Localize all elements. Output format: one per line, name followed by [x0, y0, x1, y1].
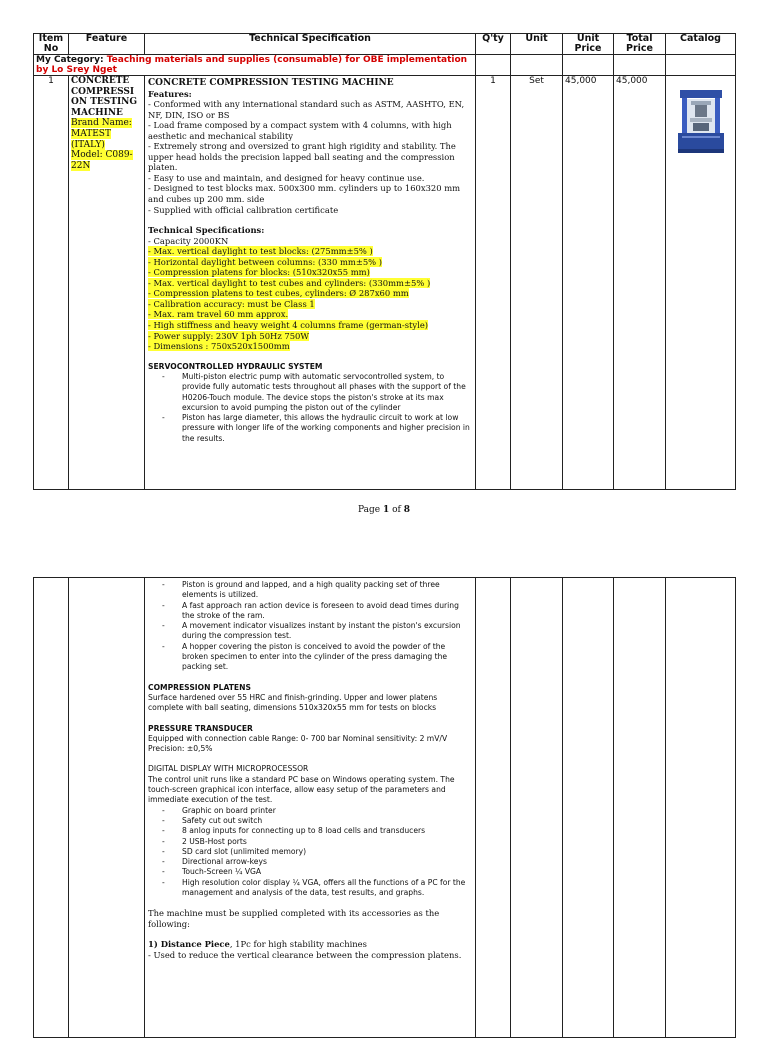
category-cell — [34, 55, 476, 76]
feature-line: - Conformed with any international standard such as ASTM, AASHTO, EN, NF, DIN, ISO or BS — [148, 99, 465, 120]
category-row — [34, 55, 736, 76]
tech-spec-line: - Compression platens for blocks: (510x320x55 mm) — [148, 267, 370, 278]
list-item: - Safety cut out switch — [182, 816, 472, 826]
feature-name: CONCRETE COMPRESSI ON TESTING MACHINE — [71, 76, 138, 118]
list-item: - Graphic on board printer — [182, 806, 472, 816]
capacity-line: - Capacity 2000KN — [148, 235, 229, 246]
list-item: - A movement indicator visualizes instant by instant the piston's excursion during the compression test. — [182, 621, 472, 642]
list-item: - Piston has large diameter, this allows the hydraulic circuit to work at low pressure with longer life of the working components and higher precision in the results. — [182, 413, 472, 444]
page-current: 1 — [382, 505, 390, 515]
display-heading: DIGITAL DISPLAY WITH MICROPROCESSOR — [148, 764, 309, 774]
header-feature: Feature — [69, 34, 145, 55]
item-unit: Set — [511, 76, 563, 490]
header-unit: Unit — [511, 34, 563, 55]
list-item: - A fast approach ran action device is foreseen to avoid dead times during the stroke of the ram. — [182, 601, 472, 622]
servo-list — [148, 372, 472, 444]
tech-spec-line: - Max. vertical daylight to test blocks: (275mm±5% ) — [148, 246, 373, 257]
list-item: - Piston is ground and lapped, and a high quality packing set of three elements is utilized. — [182, 580, 472, 601]
servo-list-continued — [148, 580, 472, 673]
technical-specification-cell-continued — [145, 578, 476, 1038]
page-total: 8 — [403, 505, 410, 515]
item-total-price: 45,000 — [614, 76, 666, 490]
item-unit-price: 45,000 — [563, 76, 614, 490]
list-item: - Touch-Screen ¼ VGA — [182, 867, 472, 877]
model-name: Model: C089-22N — [71, 150, 133, 171]
category-value: Teaching materials and supplies (consumable) for OBE implementation by Lo Srey Nget — [36, 55, 468, 75]
item-qty: 1 — [476, 76, 511, 490]
category-label: My Category: — [36, 55, 107, 65]
platens-heading: COMPRESSION PLATENS — [148, 682, 251, 692]
display-features-list — [148, 806, 472, 899]
accessories-text: The machine must be supplied completed with its accessories as the following: — [148, 908, 440, 929]
brand-name: Brand Name: MATEST (ITALY) — [71, 118, 132, 150]
tech-spec-line: - Dimensions : 750x520x1500mm — [148, 341, 290, 352]
page-label: Page — [358, 505, 383, 515]
feature-line: - Extremely strong and oversized to grant high rigidity and stability. The upper head holds the precision lapped ball seating and the compression platen. — [148, 141, 456, 173]
header-qty: Q'ty — [476, 34, 511, 55]
header-technical-specification: Technical Specification — [145, 34, 476, 55]
platens-text: Surface hardened over 55 HRC and finish-grinding. Upper and lower platens complete with ball seating, dimensions 510x320x55 mm for tests on blocks — [148, 692, 438, 713]
display-text: The control unit runs like a standard PC base on Windows operating system. The touch-screen graphical icon interface, allow easy setup of the parameters and immediate execution of the test. — [148, 774, 455, 805]
tech-spec-line: - Horizontal daylight between columns: (330 mm±5% ) — [148, 256, 383, 267]
tech-spec-line: - Power supply: 230V 1ph 50Hz 750W — [148, 330, 309, 341]
tech-spec-line: - High stiffness and heavy weight 4 columns frame (german-style) — [148, 320, 429, 331]
list-item: - A hopper covering the piston is conceived to avoid the powder of the broken specimen to enter into the cylinder of the press damaging the packing set. — [182, 642, 472, 673]
servo-heading: SERVOCONTROLLED HYDRAULIC SYSTEM — [148, 361, 323, 371]
feature-line: - Designed to test blocks max. 500x300 mm. cylinders up to 160x320 mm and cubes up 200 mm. side — [148, 183, 461, 205]
page-of: of — [389, 505, 404, 515]
header-total-price: Total Price — [614, 34, 666, 55]
tech-spec-line: - Compression platens to test cubes, cylinders: Ø 287x60 mm — [148, 288, 409, 299]
list-item: - 8 anlog inputs for connecting up to 8 load cells and transducers — [182, 826, 472, 836]
feature-line: - Supplied with official calibration certificate — [148, 204, 339, 215]
header-catalog: Catalog — [666, 34, 736, 55]
spec-table-page-2 — [33, 577, 736, 1038]
list-item: - High resolution color display ¼ VGA, offers all the functions of a PC for the management and analysis of the data, test results, and graphs. — [182, 878, 472, 899]
header-item-no: Item No — [34, 34, 69, 55]
tech-spec-line: - Max. ram travel 60 mm approx. — [148, 309, 289, 320]
transducer-heading: PRESSURE TRANSDUCER — [148, 723, 253, 733]
feature-line: - Load frame composed by a compact system with 4 columns, with high aesthetic and mechanical stability — [148, 120, 452, 141]
list-item: - 2 USB-Host ports — [182, 837, 472, 847]
table-header-row — [34, 34, 736, 55]
technical-specification-cell — [145, 76, 476, 490]
spec-title: CONCRETE COMPRESSION TESTING MACHINE — [148, 78, 394, 88]
features-heading: Features: — [148, 88, 192, 99]
feature-cell — [69, 76, 145, 490]
distance-piece-title: 1) Distance Piece — [148, 939, 230, 950]
list-item: - Directional arrow-keys — [182, 857, 472, 867]
transducer-text: Equipped with connection cable Range: 0- 700 bar Nominal sensitivity: 2 mV/V Precision: ±0,5% — [148, 733, 448, 754]
tech-spec-heading: Technical Specifications: — [148, 225, 265, 236]
list-item: - Multi-piston electric pump with automatic servocontrolled system, to provide fully automatic tests throughout all phases with the support of the H0206-Touch module. The device stops the piston's stroke at its max excursion to avoid pumping the piston out of the cylinder — [182, 372, 472, 413]
spec-table-page-1 — [33, 33, 736, 490]
compression-machine-image — [673, 89, 729, 155]
catalog-cell — [666, 76, 736, 490]
distance-piece-note: - Used to reduce the vertical clearance between the compression platens. — [148, 949, 462, 960]
list-item: - SD card slot (unlimited memory) — [182, 847, 472, 857]
item-row-continued — [34, 578, 736, 1038]
item-number: 1 — [34, 76, 69, 490]
tech-spec-line: - Calibration accuracy: must be Class 1 — [148, 298, 315, 309]
item-row — [34, 76, 736, 490]
page-footer — [0, 505, 768, 515]
distance-piece-line — [148, 939, 472, 950]
tech-spec-line: - Max. vertical daylight to test cubes and cylinders: (330mm±5% ) — [148, 277, 431, 288]
distance-piece-rest: , 1Pc for high stability machines — [229, 939, 367, 950]
header-unit-price: Unit Price — [563, 34, 614, 55]
feature-line: - Easy to use and maintain, and designed for heavy continue use. — [148, 172, 425, 183]
